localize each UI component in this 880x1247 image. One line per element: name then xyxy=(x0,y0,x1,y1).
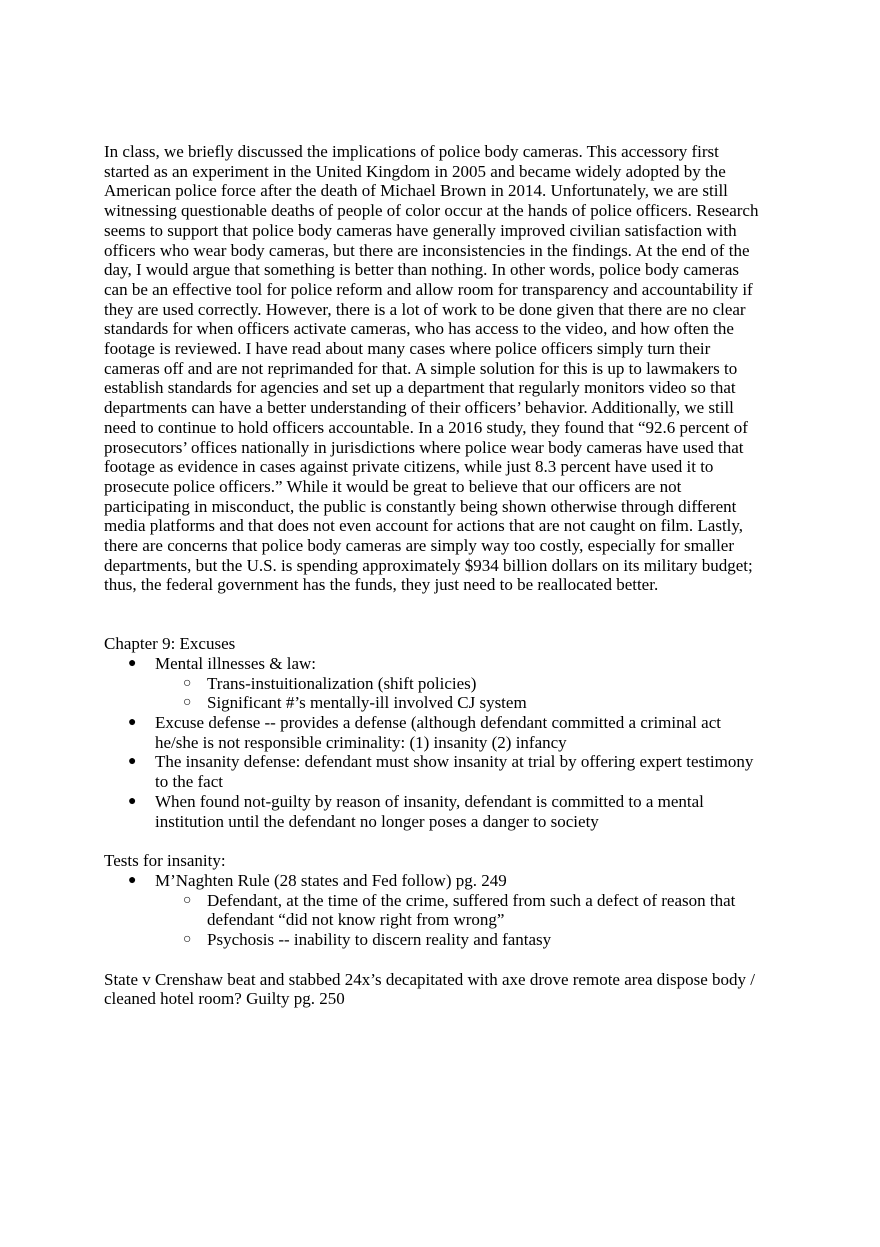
bullet-text: to the fact xyxy=(155,772,223,792)
essay-line: In class, we briefly discussed the implications of police body cameras. This accessory first xyxy=(104,142,719,161)
tests-bullet-list xyxy=(104,871,774,950)
bullet-text: When found not-guilty by reason of insanity, defendant is committed to a mental xyxy=(155,791,704,811)
hollow-bullet-icon: ○ xyxy=(183,932,192,948)
case-note xyxy=(104,970,774,1009)
essay-line: officers who wear body cameras, but there are inconsistencies in the findings. At the end of the xyxy=(104,240,750,260)
essay-line: need to continue to hold officers accountable. In a 2016 study, they found that “92.6 percent of xyxy=(104,417,748,437)
chapter-notes xyxy=(104,634,774,831)
sub-bullet-text: Psychosis -- inability to discern reality and fantasy xyxy=(207,930,552,950)
hollow-bullet-icon: ○ xyxy=(183,695,192,711)
case-line: State v Crenshaw beat and stabbed 24x’s decapitated with axe drove remote area dispose body / xyxy=(104,969,755,989)
essay-paragraph xyxy=(104,142,774,595)
bullet-item xyxy=(104,871,774,950)
sub-bullet-item xyxy=(155,930,774,950)
chapter-heading: Chapter 9: Excuses xyxy=(104,634,236,654)
sub-bullet-text: Defendant, at the time of the crime, suffered from such a defect of reason that xyxy=(207,890,736,910)
sub-bullet-text: Trans-instuitionalization (shift policies) xyxy=(207,673,477,693)
essay-line: standards for when officers activate cameras, who has access to the video, and how often the xyxy=(104,319,734,339)
sub-bullet-text: Significant #’s mentally-ill involved CJ system xyxy=(207,693,527,713)
essay-line: participating in misconduct, the public is constantly being shown otherwise through different xyxy=(104,496,737,516)
bullet-icon: ● xyxy=(128,714,137,730)
essay-line: there are concerns that police body cameras are simply way too costly, especially for smaller xyxy=(104,536,735,556)
sub-bullet-item xyxy=(155,674,774,694)
bullet-item xyxy=(104,752,774,791)
hollow-bullet-icon: ○ xyxy=(183,675,192,691)
bullet-item xyxy=(104,654,774,713)
essay-line: prosecutors’ offices nationally in jurisdictions where police wear body cameras have used that xyxy=(104,437,744,457)
essay-line: footage is reviewed. I have read about many cases where police officers simply turn their xyxy=(104,339,711,359)
bullet-item xyxy=(104,713,774,752)
bullet-text: Mental illnesses & law: xyxy=(155,653,317,673)
chapter-bullet-list xyxy=(104,654,774,831)
sub-bullet-list xyxy=(155,674,774,713)
bullet-icon: ● xyxy=(128,754,137,770)
essay-line: can be an effective tool for police reform and allow room for transparency and accountability if xyxy=(104,279,753,299)
essay-line: American police force after the death of Michael Brown in 2014. Unfortunately, we are still xyxy=(104,181,728,201)
bullet-text: M’Naghten Rule (28 states and Fed follow) pg. 249 xyxy=(155,870,507,890)
essay-line: footage as evidence in cases against private citizens, while just 8.3 percent have used it to xyxy=(104,457,714,477)
essay-line: departments, but the U.S. is spending approximately $934 billion dollars on its military budget; xyxy=(104,555,753,575)
bullet-text: he/she is not responsible criminality: (1) insanity (2) infancy xyxy=(155,732,567,752)
essay-line: started as an experiment in the United Kingdom in 2005 and became widely adopted by the xyxy=(104,161,726,181)
tests-notes xyxy=(104,851,774,950)
essay-line: witnessing questionable deaths of people of color occur at the hands of police officers. Research xyxy=(104,201,759,221)
document-page xyxy=(104,142,774,1009)
sub-bullet-list xyxy=(155,891,774,950)
bullet-icon: ● xyxy=(128,793,137,809)
essay-line: prosecute police officers.” While it would be great to believe that our officers are not xyxy=(104,476,682,496)
essay-line: they are used correctly. However, there is a lot of work to be done given that there are no clear xyxy=(104,299,746,319)
hollow-bullet-icon: ○ xyxy=(183,892,192,908)
tests-heading: Tests for insanity: xyxy=(104,851,226,871)
essay-line: seems to support that police body cameras have generally improved civilian satisfaction with xyxy=(104,220,737,240)
essay-line: media platforms and that does not even account for actions that are not caught on film. Lastly, xyxy=(104,516,744,536)
essay-line: establish standards for agencies and set up a department that regularly monitors video so that xyxy=(104,378,736,398)
bullet-text: institution until the defendant no longer poses a danger to society xyxy=(155,811,599,831)
essay-line: thus, the federal government has the funds, they just need to be reallocated better. xyxy=(104,575,659,595)
essay-line: day, I would argue that something is better than nothing. In other words, police body cameras xyxy=(104,260,739,280)
essay-line: departments can have a better understanding of their officers’ behavior. Additionally, we still xyxy=(104,398,734,418)
bullet-icon: ● xyxy=(128,872,137,888)
sub-bullet-item xyxy=(155,891,774,930)
essay-line: cameras off and are not reprimanded for that. A simple solution for this is up to lawmakers to xyxy=(104,358,738,378)
sub-bullet-item xyxy=(155,693,774,713)
bullet-item xyxy=(104,792,774,831)
sub-bullet-text: defendant “did not know right from wrong” xyxy=(207,910,505,930)
bullet-text: The insanity defense: defendant must show insanity at trial by offering expert testimony xyxy=(155,752,754,772)
bullet-text: Excuse defense -- provides a defense (although defendant committed a criminal act xyxy=(155,712,721,732)
bullet-icon: ● xyxy=(128,655,137,671)
case-line: cleaned hotel room? Guilty pg. 250 xyxy=(104,989,345,1009)
